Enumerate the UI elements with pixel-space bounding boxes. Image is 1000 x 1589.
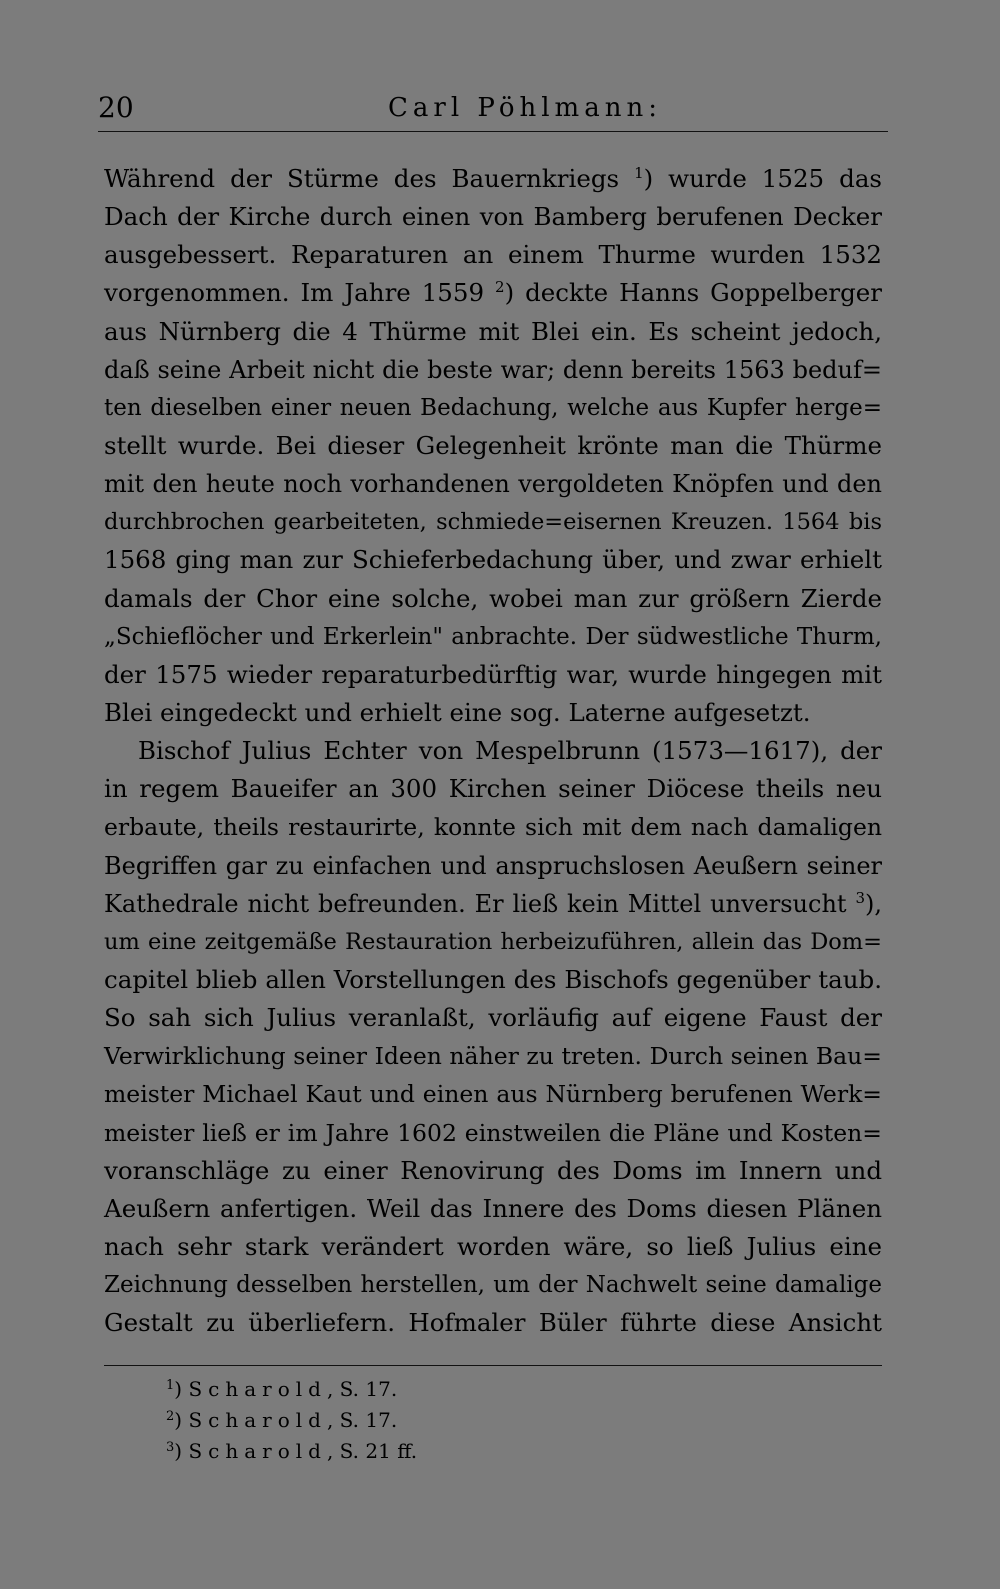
text-line <box>104 885 882 923</box>
text-segment: ) deckte Hanns Goppelberger <box>504 278 882 308</box>
text-segment: vorgenommen. Im Jahre 1559 <box>104 278 496 308</box>
footnote-marker: 1 <box>634 164 644 182</box>
text-line: ausgebessert. Reparaturen an einem Thurme wurden 1532 <box>104 240 882 270</box>
page-header <box>98 88 878 128</box>
text-segment: Während der Stürme des Bauernkriegs <box>104 164 635 193</box>
text-line: capitel blieb allen Vorstellungen des Bischofs gegenüber taub. <box>104 964 882 994</box>
footnote-paren: ) <box>174 1377 189 1401</box>
text-line: mit den heute noch vorhandenen vergoldeten Knöpfen und den <box>104 470 882 499</box>
footnote-number: 3 <box>166 1440 175 1455</box>
text-line: „Schieflöcher und Erkerlein" anbrachte. Der südwestliche Thurm, <box>104 623 882 650</box>
text-line: meister Michael Kaut und einen aus Nürnberg berufenen Werk= <box>104 1080 882 1109</box>
footnote <box>166 1374 766 1405</box>
text-segment: Kathedrale nicht befreunden. Er ließ kein Mittel unversucht <box>104 889 856 918</box>
text-line: Dach der Kirche durch einen von Bamberg berufenen Decker <box>104 202 882 232</box>
footnote <box>166 1436 766 1467</box>
text-line: daß seine Arbeit nicht die beste war; denn bereits 1563 beduf= <box>104 355 882 384</box>
text-line: Aeußern anfertigen. Weil das Innere des Doms diesen Plänen <box>104 1193 882 1223</box>
footnote-reference: , S. 21 ff. <box>326 1439 418 1463</box>
footnote-marker: 3 <box>855 888 865 907</box>
text-line: in regem Baueifer an 300 Kirchen seiner Diöcese theils neu <box>104 774 882 804</box>
text-line: Blei eingedeckt und erhielt eine sog. Laterne aufgesetzt. <box>104 697 811 727</box>
footnote-reference: , S. 17. <box>326 1377 398 1401</box>
page-number: 20 <box>98 91 134 124</box>
text-line: aus Nürnberg die 4 Thürme mit Blei ein. Es scheint jedoch, <box>104 316 882 346</box>
text-line: meister ließ er im Jahre 1602 einstweilen die Pläne und Kosten= <box>104 1118 882 1147</box>
footnote-paren: ) <box>174 1439 189 1463</box>
text-line: So sah sich Julius veranlaßt, vorläufig auf eigene Faust der <box>104 1003 882 1033</box>
footnote <box>166 1405 766 1436</box>
text-line: nach sehr stark verändert worden wäre, so ließ Julius eine <box>104 1231 882 1261</box>
text-line <box>104 160 882 198</box>
text-line: um eine zeitgemäße Restauration herbeizuführen, allein das Dom= <box>104 928 882 955</box>
text-line: voranschläge zu einer Renovirung des Doms im Innern und <box>104 1155 882 1185</box>
text-line: damals der Chor eine solche, wobei man zur größern Zierde <box>104 583 882 613</box>
text-line: Gestalt zu überliefern. Hofmaler Büler führte diese Ansicht <box>104 1308 882 1338</box>
footnote-rule <box>104 1365 882 1366</box>
text-line: 1568 ging man zur Schieferbedachung über, und zwar erhielt <box>104 545 882 575</box>
footnote-number: 1 <box>166 1378 175 1393</box>
text-segment: ), <box>865 889 882 918</box>
text-line: Verwirklichung seiner Ideen näher zu treten. Durch seinen Bau= <box>104 1042 882 1071</box>
footnotes <box>166 1374 766 1467</box>
text-segment: ) wurde 1525 das <box>643 164 882 193</box>
text-line: durchbrochen gearbeiteten, schmiede=eisernen Kreuzen. 1564 bis <box>104 509 882 536</box>
text-line <box>104 274 882 312</box>
footnote-paren: ) <box>174 1408 189 1432</box>
body-text <box>104 160 882 1342</box>
header-rule <box>98 131 888 132</box>
text-line: Zeichnung desselben herstellen, um der Nachwelt seine damalige <box>104 1272 882 1299</box>
footnote-author: Scharold <box>188 1408 327 1432</box>
text-line: stellt wurde. Bei dieser Gelegenheit krönte man die Thürme <box>104 430 882 460</box>
text-line: ten dieselben einer neuen Bedachung, welche aus Kupfer herge= <box>104 394 882 421</box>
text-line: Begriffen gar zu einfachen und anspruchslosen Aeußern seiner <box>104 851 882 880</box>
footnote-number: 2 <box>166 1409 175 1424</box>
footnote-author: Scharold <box>188 1439 327 1463</box>
text-line: der 1575 wieder reparaturbedürftig war, wurde hingegen mit <box>104 659 882 689</box>
footnote-reference: , S. 17. <box>326 1408 398 1432</box>
footnote-marker: 2 <box>495 278 505 297</box>
text-line: Bischof Julius Echter von Mespelbrunn (1573—1617), der <box>138 736 882 766</box>
running-head: Carl Pöhlmann: <box>388 93 662 123</box>
text-line: erbaute, theils restaurirte, konnte sich mit dem nach damaligen <box>104 813 882 842</box>
footnote-author: Scharold <box>188 1377 327 1401</box>
